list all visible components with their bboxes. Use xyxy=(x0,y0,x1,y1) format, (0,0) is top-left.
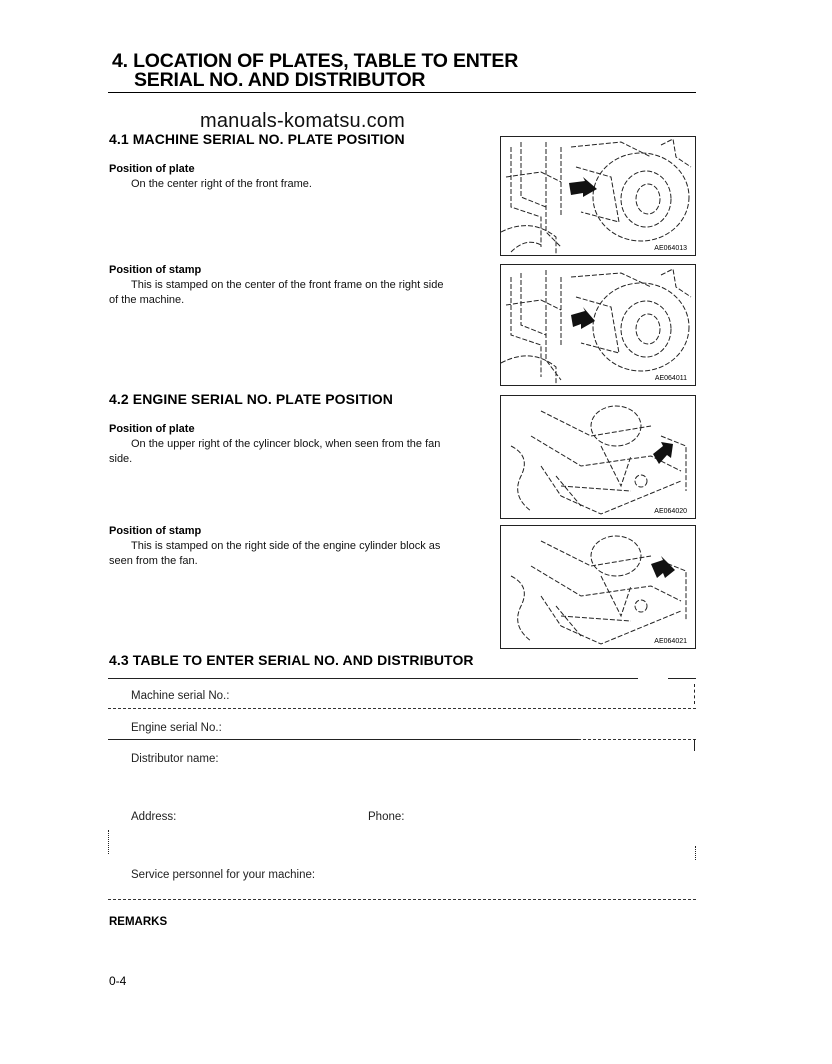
block-text xyxy=(109,278,493,308)
figure-code: AE064021 xyxy=(654,638,687,645)
block-text xyxy=(109,177,493,192)
phone-field[interactable] xyxy=(413,808,683,828)
table-rule xyxy=(108,678,638,679)
figure-code: AE064013 xyxy=(654,245,687,252)
phone-label: Phone: xyxy=(368,811,405,823)
block-text-line: On the center right of the front frame. xyxy=(131,178,312,190)
remarks-heading: REMARKS xyxy=(109,916,168,928)
block-text xyxy=(109,437,493,467)
block-label: Position of plate xyxy=(109,163,195,175)
distributor-name-label: Distributor name: xyxy=(131,753,219,765)
title-divider xyxy=(108,92,696,93)
loader-front-frame-illustration xyxy=(501,137,695,255)
table-vertical-rule xyxy=(108,830,109,854)
table-rule xyxy=(108,739,578,740)
engine-illustration xyxy=(501,396,695,518)
machine-front-frame-plate-figure xyxy=(500,136,696,256)
block-text-line: seen from the fan. xyxy=(109,555,198,567)
page-title xyxy=(112,52,518,90)
table-vertical-rule xyxy=(694,739,695,751)
arrow-indicator-icon xyxy=(651,556,675,578)
engine-plate-figure xyxy=(500,395,696,519)
service-personnel-label: Service personnel for your machine: xyxy=(131,869,316,881)
page-number: 0-4 xyxy=(109,974,127,988)
section-heading-4-1: 4.1 MACHINE SERIAL NO. PLATE POSITION xyxy=(109,131,405,147)
figure-code: AE064020 xyxy=(654,508,687,515)
machine-front-frame-stamp-figure xyxy=(500,264,696,386)
watermark: manuals-komatsu.com xyxy=(200,110,405,132)
service-personnel-field[interactable] xyxy=(348,866,688,886)
block-text-line: side. xyxy=(109,453,133,465)
arrow-indicator-icon xyxy=(653,442,673,464)
table-rule xyxy=(108,899,696,900)
section-heading-4-2: 4.2 ENGINE SERIAL NO. PLATE POSITION xyxy=(109,391,393,407)
block-label: Position of stamp xyxy=(109,525,202,537)
block-label: Position of stamp xyxy=(109,264,202,276)
block-text-line: On the upper right of the cylincer block, when seen from the fan xyxy=(131,438,441,450)
table-vertical-rule xyxy=(695,846,696,860)
table-vertical-rule xyxy=(694,684,695,704)
section-heading-4-3: 4.3 TABLE TO ENTER SERIAL NO. AND DISTRIBUTOR xyxy=(109,652,474,668)
address-label: Address: xyxy=(131,811,177,823)
distributor-name-field[interactable] xyxy=(248,750,688,800)
figure-code: AE064011 xyxy=(654,375,687,382)
page-title-line2: SERIAL NO. AND DISTRIBUTOR xyxy=(134,69,426,91)
arrow-indicator-icon xyxy=(571,307,595,329)
block-text-line: This is stamped on the center of the front frame on the right side xyxy=(131,279,444,291)
block-text xyxy=(109,539,493,569)
engine-serial-field[interactable] xyxy=(248,718,688,738)
machine-serial-label: Machine serial No.: xyxy=(131,690,230,702)
block-text-line: of the machine. xyxy=(109,294,185,306)
block-text-line: This is stamped on the right side of the engine cylinder block as xyxy=(131,540,441,552)
loader-front-frame-illustration xyxy=(501,265,695,385)
engine-illustration xyxy=(501,526,695,648)
engine-serial-label: Engine serial No.: xyxy=(131,722,222,734)
page-title-line1: 4. LOCATION OF PLATES, TABLE TO ENTER xyxy=(112,50,519,72)
table-rule xyxy=(668,678,696,679)
address-field[interactable] xyxy=(198,808,358,858)
table-rule xyxy=(108,708,696,709)
block-label: Position of plate xyxy=(109,423,195,435)
table-rule xyxy=(578,739,696,740)
engine-stamp-figure xyxy=(500,525,696,649)
machine-serial-field[interactable] xyxy=(248,686,688,706)
